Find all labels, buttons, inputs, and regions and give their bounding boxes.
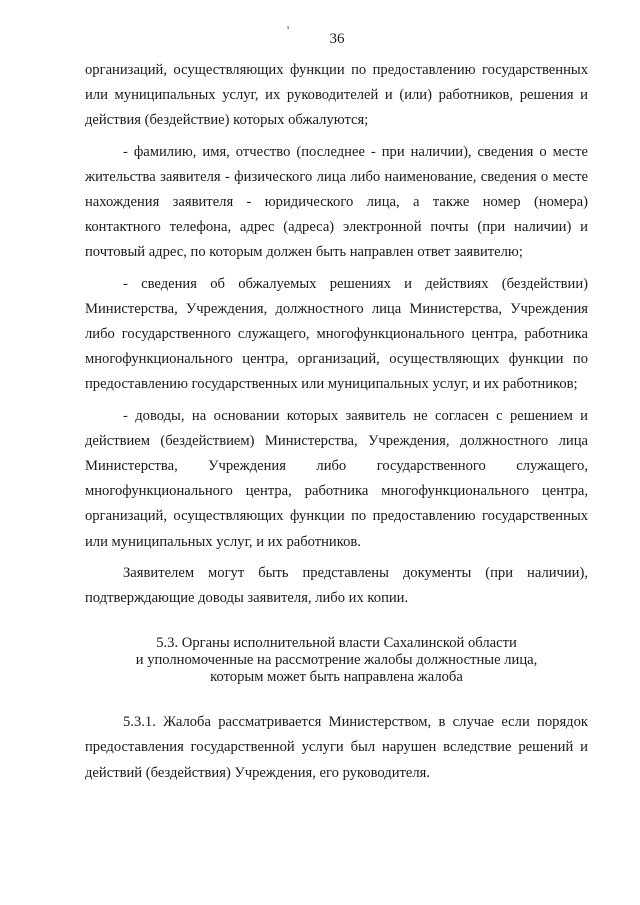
list-item-appealed-decisions: - сведения об обжалуемых решениях и действиях (бездействии) Министерства, Учреждения, должностного лица Министерства, Учреждения либо государственного служащего, многофункционального центра, работника многофункционального центра, организаций, осуществляющих функции по предоставлению государственных или муниципальных услуг, и их работников; <box>85 275 588 393</box>
section-heading-line: и уполномоченные на рассмотрение жалобы должностные лица, <box>135 652 538 669</box>
document-body <box>85 58 588 786</box>
section-heading <box>85 635 588 686</box>
section-heading-line: 5.3. Органы исполнительной власти Сахалинской области <box>156 635 517 652</box>
section-heading-line: которым может быть направлена жалоба <box>210 669 463 686</box>
paragraph-5-3-1: 5.3.1. Жалоба рассматривается Министерством, в случае если порядок предоставления государственной услуги был нарушен вследствие решений и действий (бездействия) Учреждения, его руководителя. <box>85 714 588 781</box>
paragraph-continuation: организаций, осуществляющих функции по предоставлению государственных или муниципальных услуг, их руководителей и (или) работников, решения и действия (бездействие) которых обжалуются; <box>85 62 588 129</box>
page-number: 36 <box>329 31 345 47</box>
scan-mark: ' <box>287 23 290 37</box>
list-item-applicant-details: - фамилию, имя, отчество (последнее - при наличии), сведения о месте жительства заявителя - физического лица либо наименование, сведения о месте нахождения заявителя - юридического лица, а также номер (номера) контактного телефона, адрес (адреса) электронной почты (при наличии) и почтовый адрес, по которым должен быть направлен ответ заявителю; <box>85 143 588 261</box>
list-item-arguments: - доводы, на основании которых заявитель не согласен с решением и действием (бездействием) Министерства, Учреждения, должностного лица Министерства, Учреждения либо государственного служащего, многофункционального центра, работника многофункционального центра, организаций, осуществляющих функции по предоставлению государственных или муниципальных услуг, и их работников. <box>85 407 588 550</box>
paragraph-documents: Заявителем могут быть представлены документы (при наличии), подтверждающие доводы заявителя, либо их копии. <box>85 564 588 607</box>
